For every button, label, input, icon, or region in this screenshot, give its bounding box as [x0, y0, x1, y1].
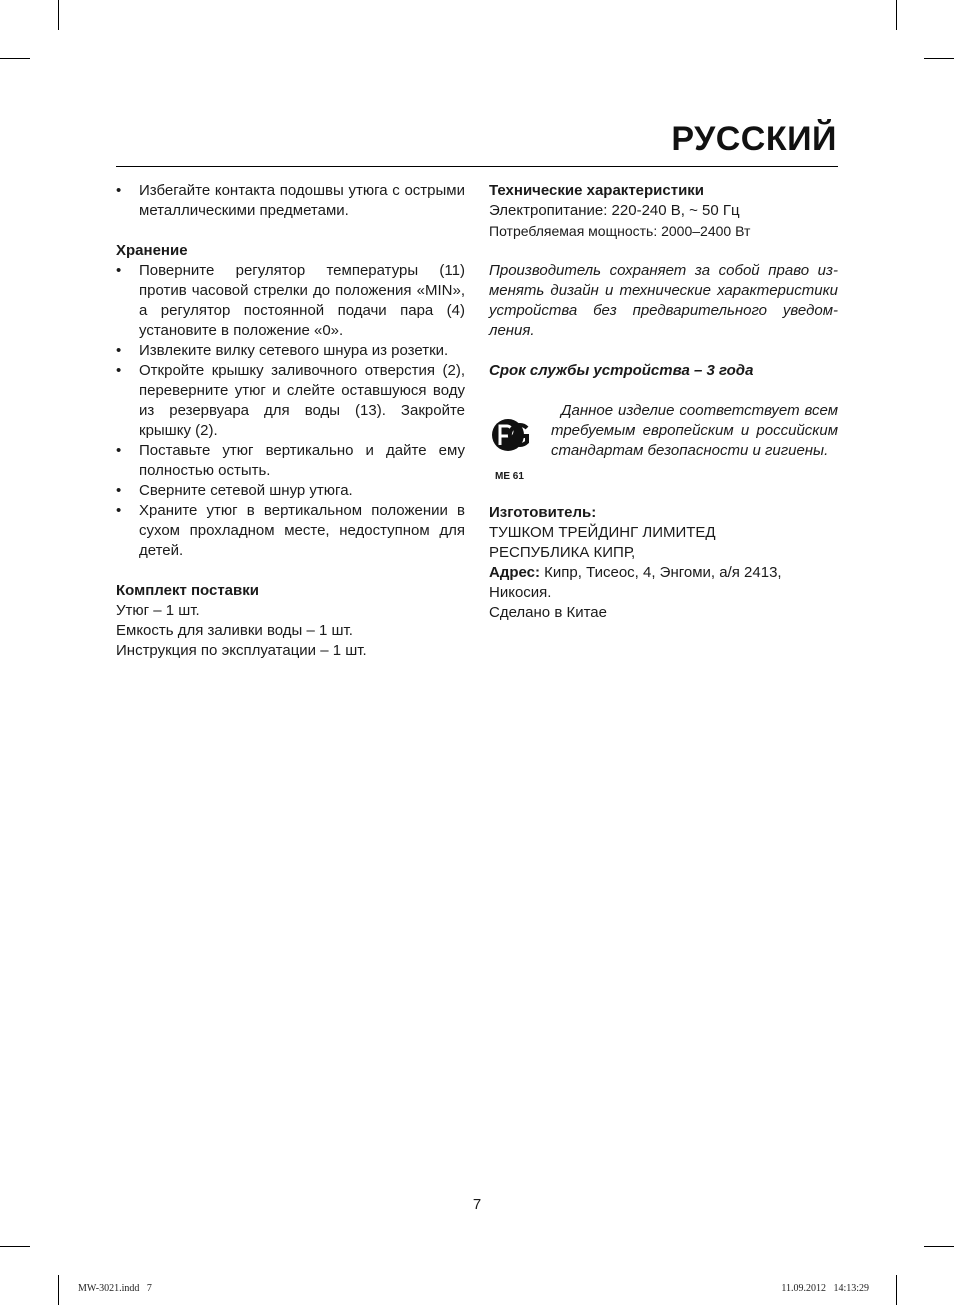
certification-block	[489, 401, 838, 483]
manufacturer-city: Никосия.	[489, 584, 552, 601]
package-line: Инструкция по эксплуатации – 1 шт.	[116, 642, 367, 659]
manufacturer-heading: Изготовитель:	[489, 504, 597, 521]
header-divider	[116, 166, 838, 167]
address-value: Кипр, Тисеос, 4, Энгоми, а/я 2413,	[544, 564, 782, 581]
service-life: Срок службы устройства – 3 года	[489, 362, 754, 379]
crop-mark	[896, 0, 897, 30]
left-column	[116, 181, 465, 661]
manufacturer-name: ТУШКОМ ТРЕЙДИНГ ЛИМИТЕД	[489, 524, 716, 541]
print-timestamp: 11.09.2012 14:13:29	[781, 1283, 869, 1294]
disclaimer: Производитель сохраняет за собой право изменять дизайн и технические характеристики устройства без предварительного уведомления.	[489, 262, 838, 339]
list-item: • Поверните регулятор температуры (11) против часовой стрелки до положения «MIN», а регулятор постоянной подачи пара (4) установите в положение «0».	[116, 261, 465, 341]
manufacturer-address	[489, 563, 838, 583]
crop-mark	[896, 1275, 897, 1305]
list-item: • Извлеките вилку сетевого шнура из розетки.	[116, 341, 465, 361]
power-supply: Электропитание: 220-240 В, ~ 50 Гц	[489, 202, 740, 219]
storage-list	[116, 261, 465, 561]
made-in: Сделано в Китае	[489, 604, 607, 621]
page-number: 7	[472, 1196, 482, 1213]
certification-logo	[489, 401, 551, 483]
list-item: • Сверните сетевой шнур утюга.	[116, 481, 465, 501]
power-consumption: Потребляемая мощность: 2000–2400 Вт	[489, 223, 751, 239]
package-line: Утюг – 1 шт.	[116, 602, 200, 619]
package-heading: Комплект поставки	[116, 582, 259, 599]
crop-mark	[924, 1246, 954, 1247]
crop-mark	[924, 58, 954, 59]
rostest-pct-mark-icon	[489, 417, 537, 467]
certification-text: Данное изделие соответствует всем требуемым европейским и российским стандартам безопасности и гигиены.	[551, 402, 838, 459]
right-column	[489, 181, 838, 623]
list-item: • Откройте крышку заливочного отверстия (2), переверните утюг и слейте оставшуюся воду из резервуара для воды (13). Закройте крышку (2).	[116, 361, 465, 441]
list-item: • Поставьте утюг вертикально и дайте ему полностью остыть.	[116, 441, 465, 481]
crop-mark	[58, 0, 59, 30]
manufacturer-country: РЕСПУБЛИКА КИПР,	[489, 544, 636, 561]
page-title: РУССКИЙ	[671, 120, 837, 158]
specs-heading: Технические характеристики	[489, 182, 705, 199]
list-item: • Избегайте контакта подошвы утюга с острыми металлическими предметами.	[116, 181, 465, 221]
crop-mark	[58, 1275, 59, 1305]
storage-heading: Хранение	[116, 242, 188, 259]
package-line: Емкость для заливки воды – 1 шт.	[116, 622, 353, 639]
address-label: Адрес:	[489, 564, 540, 581]
certification-code: ME 61	[495, 471, 524, 482]
intro-list	[116, 181, 465, 221]
list-item: • Храните утюг в вертикальном положении в сухом прохладном месте, недоступном для детей.	[116, 501, 465, 561]
file-slug: MW-3021.indd 7	[78, 1283, 152, 1294]
crop-mark	[0, 58, 30, 59]
crop-mark	[0, 1246, 30, 1247]
